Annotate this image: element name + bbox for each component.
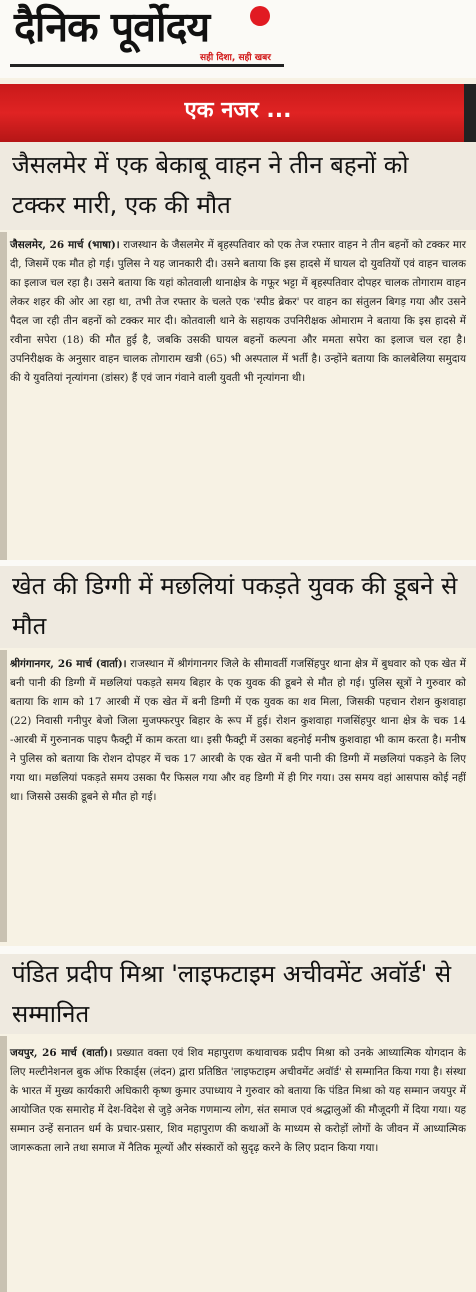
logo-dot-icon (250, 6, 270, 26)
article-3-side-bar (0, 1036, 7, 1292)
article-3-body (10, 1044, 466, 1158)
article-1-text: राजस्थान के जैसलमेर में बृहस्पतिवार को एक तेज रफ्तार वाहन ने तीन बहनों को टक्कर मार दी, जिसमें एक मौत हो गई। पुलिस ने यह जानकारी दी। उसने बताया कि इस हादसे में घायल दो युवतियों एवं वाहन चालक का इलाज चल रहा है। उसने बताया कि यहां कोतवाली थानाक्षेत्र के गफूर भट्टा में बृहस्पतिवार दोपहर चालक तोगाराम वाहन लेकर शहर की ओर आ रहा था, तभी तेज रफ्तार के चलते एक 'स्पीड ब्रेकर' पर वाहन का संतुलन बिगड़ गया और उसने पैदल जा रही तीन बहनों को टक्कर मार दी। कोतवाली थाने के सहायक उपनिरीक्षक ओमाराम ने बताया कि इस हादसे में रवीना सपेरा (18) की मौत हुई है, जबकि उसकी घायल बहनों कल्पना और ममता सपेरा का इलाज चल रहा है। उपनिरीक्षक के अनुसार वाहन चालक तोगाराम खत्री (65) भी अस्पताल में भर्ती है। उन्होंने बताया कि कालबेलिया समुदाय की ये युवतियां नृत्यांगना (डांसर) हैं एवं जान गंवाने वाली युवती भी नृत्यांगना थी। (10, 239, 467, 384)
article-1-side-bar (0, 232, 7, 562)
newspaper-logo: दैनिक पूर्वोदय (14, 3, 210, 51)
article-separator (0, 946, 476, 954)
masthead-rule (10, 64, 284, 67)
article-2-text: राजस्थान में श्रीगंगानगर जिले के सीमावर्ती गजसिंहपुर थाना क्षेत्र में बुधवार को एक खेत में बनी पानी की डिग्गी में मछलियां पकड़ते समय बिहार के एक युवक की डूबने से मौत हो गई। पुलिस सूत्रों ने गुरुवार को बताया कि शाम को 17 आरबी में एक खेत में बनी डिग्गी में एक युवक का शव मिला, जिसकी पहचान रोशन कुशवाहा (22) निवासी गनीपुर बेजो जिला मुजफ्फरपुर बिहार के रूप में हुई। रोशन कुशवाहा गजसिंहपुर थाना क्षेत्र के चक 14 -आरबी में गुरुनानक पाइप फैक्ट्री में काम करता था। इसी फैक्ट्री में उसका बहनोई मनीष कुशवाहा भी काम करता है। मनीष ने पुलिस को बताया कि रोशन दोपहर में चक 17 आरबी के एक खेत में बनी पानी की डिग्गी में मछलियां पकड़ने के लिए गया था। मछलियां पकड़ते समय उसका पैर फिसल गया और वह डिग्गी में ही गिर गया। उस समय वहां आसपास कोई नहीं था। जिससे उसकी डूबने से मौत हो गई। (10, 658, 466, 803)
masthead (0, 0, 476, 78)
article-2-side-bar (0, 650, 7, 942)
article-3-text: प्रख्यात वक्ता एवं शिव महापुराण कथावाचक प्रदीप मिश्रा को उनके आध्यात्मिक योगदान के लिए मल्टीनेशनल बुक ऑफ रिकार्ड्स (लंदन) द्वारा प्रतिष्ठित 'लाइफटाइम अचीवमेंट अवॉर्ड' से सम्मानित किया गया है। संस्था के भारत में मुख्य कार्यकारी अधिकारी कृष्ण कुमार उपाध्याय ने गुरुवार को बताया कि पंडित मिश्रा को यह सम्मान जयपुर में आयोजित एक समारोह में देश-विदेश से जुड़े अनेक गणमान्य लोग, संत समाज एवं श्रद्धालुओं की मौजूदगी में दिया गया। यह सम्मान उन्हें सनातन धर्म के प्रचार-प्रसार, शिव महापुराण की कथाओं के माध्यम से करोड़ों लोगों के जीवन में आध्यात्मिक जागरूकता लाने तथा समाज में नैतिक मूल्यों और संस्कारों को सुदृढ़ करने के लिए प्रदान किया गया। (10, 1047, 466, 1154)
article-1-dateline: जैसलमेर, 26 मार्च (भाषा)। (10, 239, 120, 251)
article-3-dateline: जयपुर, 26 मार्च (वार्ता)। (10, 1047, 113, 1059)
article-2-dateline: श्रीगंगानगर, 26 मार्च (वार्ता)। (10, 658, 127, 670)
article-1-headline: जैसलमेर में एक बेकाबू वाहन ने तीन बहनों को टक्कर मारी, एक की मौत (12, 151, 409, 219)
article-3-headline: पंडित प्रदीप मिश्रा 'लाइफटाइम अचीवमेंट अवॉर्ड' से सम्मानित (12, 960, 452, 1028)
article-2-body (10, 655, 466, 807)
article-1-body (10, 236, 466, 388)
article-2-headline: खेत की डिग्गी में मछलियां पकड़ते युवक की डूबने से मौत (12, 572, 458, 640)
masthead-tagline: सही दिशा, सही खबर (200, 53, 271, 63)
section-title: एक नजर ... (184, 98, 292, 123)
